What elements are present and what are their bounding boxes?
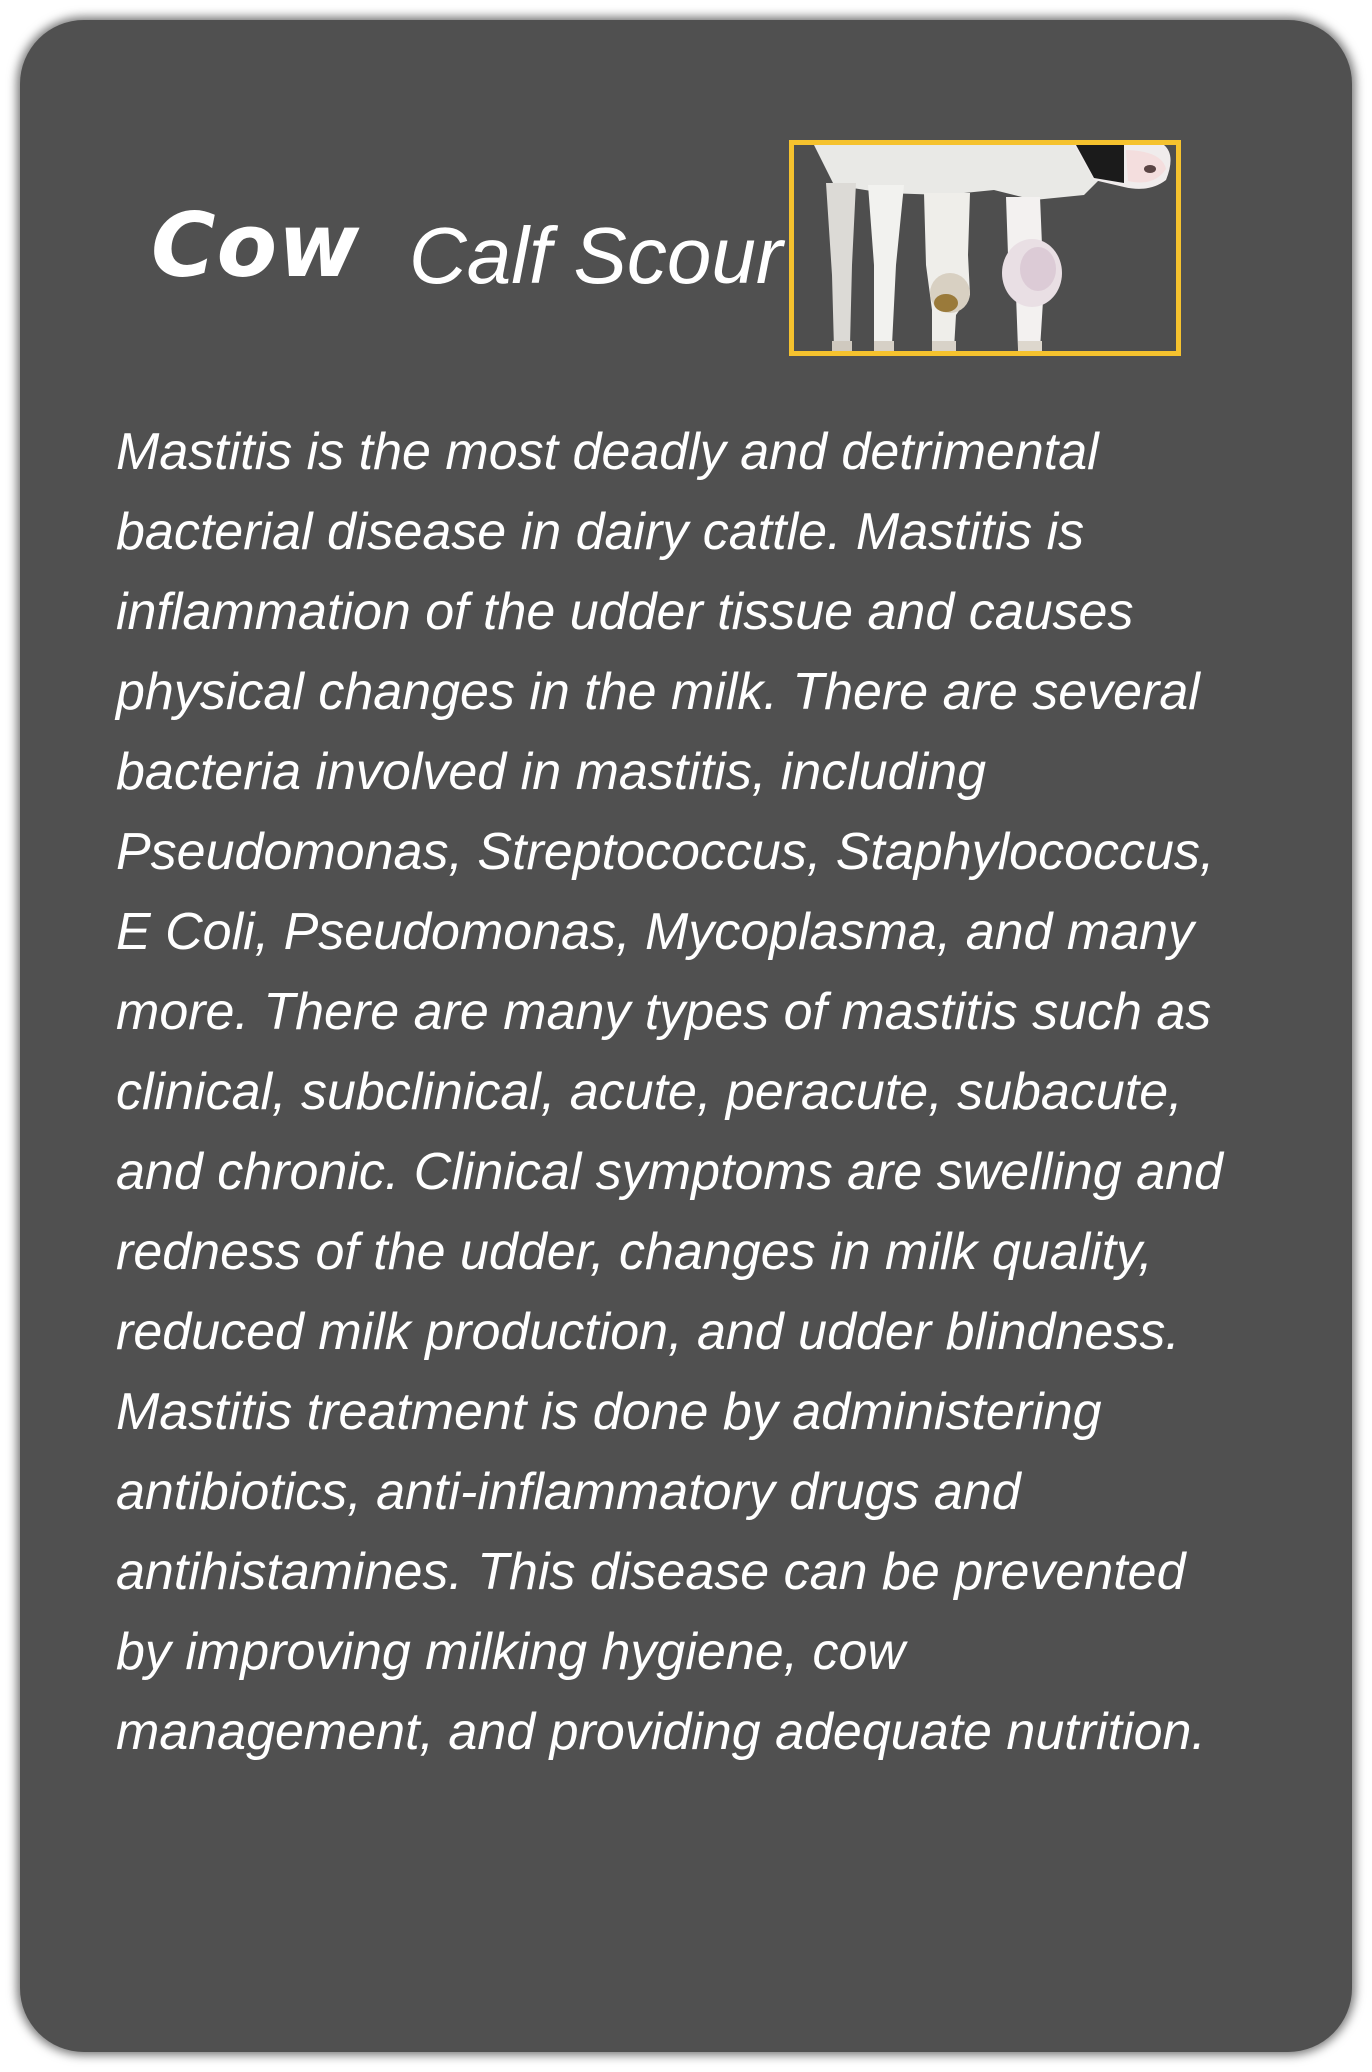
calf-photo bbox=[789, 140, 1181, 356]
card-header bbox=[20, 20, 1352, 370]
disease-card bbox=[20, 20, 1352, 2052]
disease-title: Calf Scour bbox=[409, 211, 783, 300]
disease-description: Mastitis is the most deadly and detrimental bacterial disease in dairy cattle. Mastitis is inflammation of the udder tissue and causes physical changes in the milk. There are several bacteria involved in mastitis, including Pseudomonas, Streptococcus, Staphylococcus, E Coli, Pseudomonas, Mycoplasma, and many more. There are many types of mastitis such as clinical, subclinical, acute, peracute, subacute, and chronic. Clinical symptoms are swelling and redness of the udder, changes in milk quality, reduced milk production, and udder blindness. Mastitis treatment is done by administering antibiotics, anti-inflammatory drugs and antihistamines. This disease can be prevented by improving milking hygiene, cow management, and providing adequate nutrition. bbox=[116, 423, 1223, 1761]
animal-title: Cow bbox=[151, 194, 361, 297]
calf-legs-photo-icon bbox=[794, 145, 1176, 351]
